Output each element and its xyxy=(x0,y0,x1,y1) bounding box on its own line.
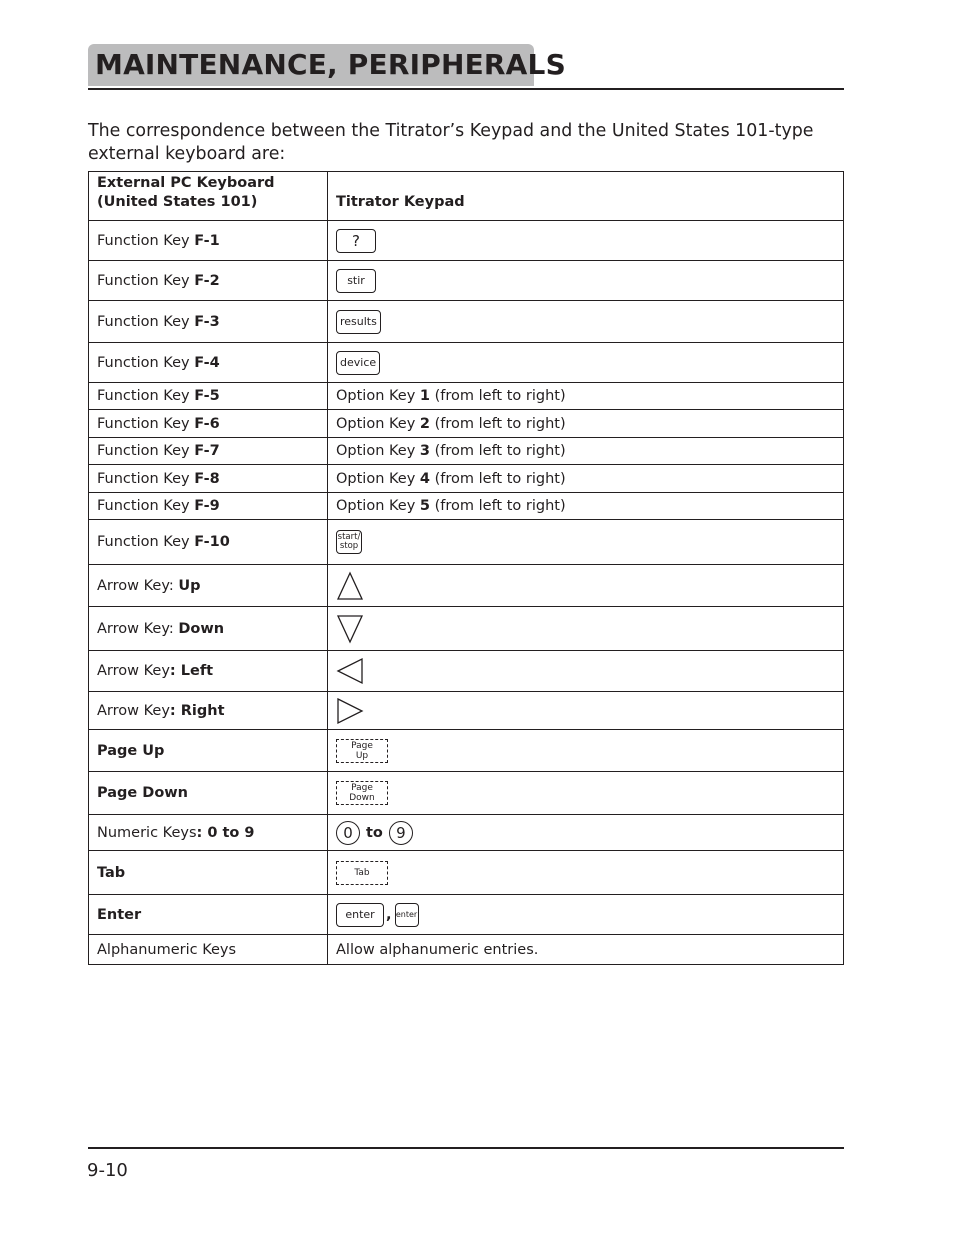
col-header-external-keyboard: External PC Keyboard (United States 101) xyxy=(89,172,328,221)
arrow-right-icon xyxy=(336,697,364,725)
table-header-row xyxy=(89,172,844,221)
intro-paragraph: The correspondence between the Titrator’s Keypad and the United States 101-type external keyboard are: xyxy=(88,121,814,164)
stir-key-icon: stir xyxy=(336,269,376,293)
keypad-cell xyxy=(328,692,844,730)
pc-key-cell: Function Key F-2 xyxy=(89,261,328,301)
pc-key-cell: Enter xyxy=(89,895,328,935)
table-row xyxy=(89,815,844,851)
pc-key-cell: Function Key F-3 xyxy=(89,301,328,343)
col-header-titrator-keypad: Titrator Keypad xyxy=(328,172,844,221)
table-row xyxy=(89,692,844,730)
table-row xyxy=(89,935,844,965)
pc-key-cell: Function Key F-1 xyxy=(89,221,328,261)
keypad-cell: 0 to 9 xyxy=(328,815,844,851)
start-stop-key-icon: start/ stop xyxy=(336,530,362,554)
pc-key-cell: Page Down xyxy=(89,772,328,815)
pc-key-cell: Tab xyxy=(89,851,328,895)
zero-key-icon: 0 xyxy=(336,821,360,845)
keypad-cell xyxy=(328,520,844,565)
keypad-cell xyxy=(328,772,844,815)
keypad-cell xyxy=(328,565,844,607)
pc-key-cell: Function Key F-4 xyxy=(89,343,328,383)
pc-key-cell: Arrow Key: Up xyxy=(89,565,328,607)
pc-key-cell: Numeric Keys: 0 to 9 xyxy=(89,815,328,851)
page-up-key-icon: Page Up xyxy=(336,739,388,763)
help-key-icon: ? xyxy=(336,229,376,253)
keypad-cell: Option Key 5 (from left to right) xyxy=(328,493,844,520)
arrow-up-icon xyxy=(336,571,364,601)
pc-key-cell: Function Key F-6 xyxy=(89,410,328,438)
enter-key-icon: enter xyxy=(336,903,384,927)
pc-key-cell: Arrow Key: Right xyxy=(89,692,328,730)
table-row xyxy=(89,261,844,301)
keypad-cell: enter , enter xyxy=(328,895,844,935)
keypad-cell xyxy=(328,851,844,895)
arrow-left-icon xyxy=(336,657,364,685)
keypad-cell: Option Key 1 (from left to right) xyxy=(328,383,844,410)
device-key-icon: device xyxy=(336,351,380,375)
pc-key-cell: Arrow Key: Left xyxy=(89,651,328,692)
table-row xyxy=(89,221,844,261)
table-row xyxy=(89,301,844,343)
keypad-cell xyxy=(328,301,844,343)
pc-key-cell: Page Up xyxy=(89,730,328,772)
pc-key-cell: Function Key F-8 xyxy=(89,465,328,493)
page-header xyxy=(88,44,844,90)
keypad-cell xyxy=(328,651,844,692)
results-key-icon: results xyxy=(336,310,381,334)
keypad-cell xyxy=(328,221,844,261)
keypad-cell: Option Key 4 (from left to right) xyxy=(328,465,844,493)
enter-key-small-icon: enter xyxy=(395,903,419,927)
pc-key-cell: Function Key F-5 xyxy=(89,383,328,410)
pc-key-cell: Alphanumeric Keys xyxy=(89,935,328,965)
arrow-down-icon xyxy=(336,614,364,644)
table-row xyxy=(89,607,844,651)
page-down-key-icon: Page Down xyxy=(336,781,388,805)
tab-key-icon: Tab xyxy=(336,861,388,885)
footer-divider xyxy=(88,1147,844,1149)
table-row xyxy=(89,438,844,465)
keypad-cell: Option Key 3 (from left to right) xyxy=(328,438,844,465)
table-row xyxy=(89,565,844,607)
table-row xyxy=(89,895,844,935)
table-row xyxy=(89,520,844,565)
table-row xyxy=(89,383,844,410)
page-number: 9-10 xyxy=(87,1160,128,1181)
keyboard-mapping-table xyxy=(88,171,844,965)
keypad-cell: Option Key 2 (from left to right) xyxy=(328,410,844,438)
table-row xyxy=(89,343,844,383)
table-row xyxy=(89,730,844,772)
pc-key-cell: Function Key F-9 xyxy=(89,493,328,520)
table-row xyxy=(89,772,844,815)
page-title: MAINTENANCE, PERIPHERALS xyxy=(95,48,566,81)
keypad-cell xyxy=(328,730,844,772)
nine-key-icon: 9 xyxy=(389,821,413,845)
pc-key-cell: Function Key F-10 xyxy=(89,520,328,565)
table-row xyxy=(89,651,844,692)
pc-key-cell: Function Key F-7 xyxy=(89,438,328,465)
pc-key-cell: Arrow Key: Down xyxy=(89,607,328,651)
keypad-cell xyxy=(328,607,844,651)
title-banner xyxy=(88,44,566,86)
table-row xyxy=(89,410,844,438)
keypad-cell: Allow alphanumeric entries. xyxy=(328,935,844,965)
keypad-cell xyxy=(328,261,844,301)
table-row xyxy=(89,465,844,493)
keypad-cell xyxy=(328,343,844,383)
table-row xyxy=(89,493,844,520)
table-row xyxy=(89,851,844,895)
